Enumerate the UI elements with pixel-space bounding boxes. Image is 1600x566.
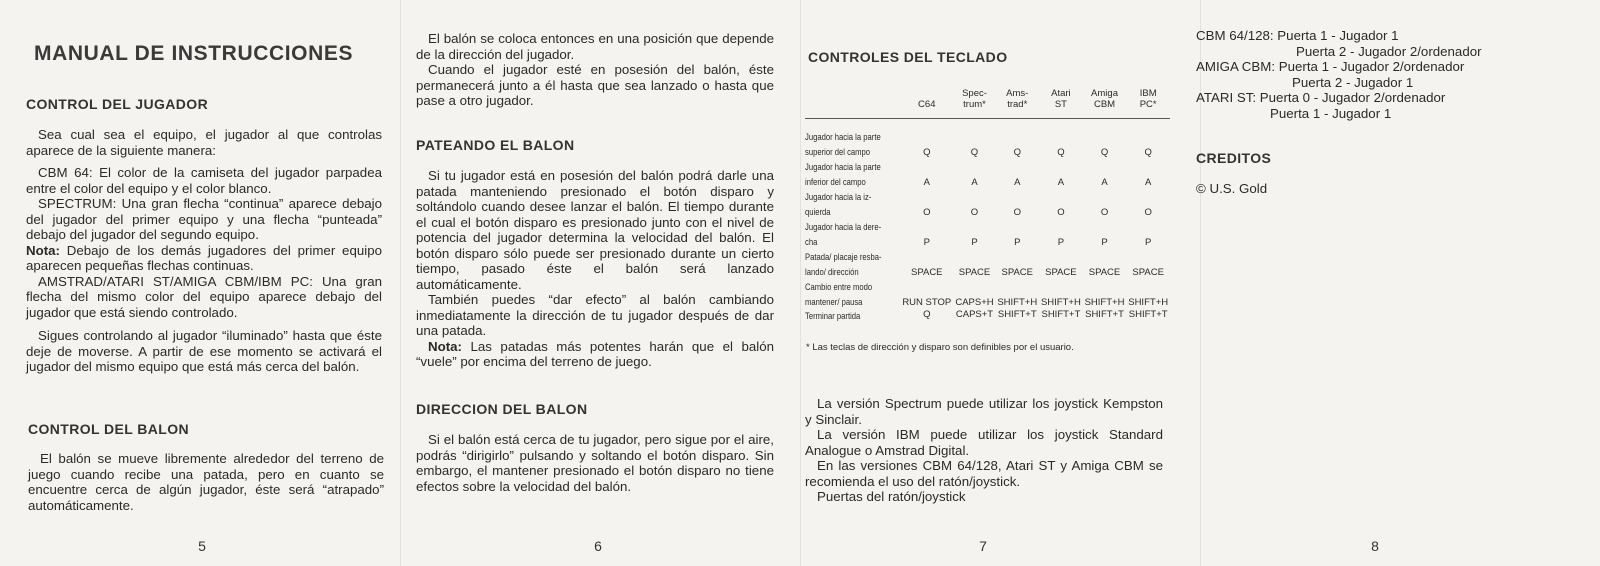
ball-control-text: El balón se mueve libremente alrededor del terreno de juego cuando recibe una patada, pero en cuanto se encuentre cerca de algún jugador, éste será “atrapado” automáticamente. <box>28 451 384 513</box>
key-cell: Q <box>923 309 931 320</box>
page-6 <box>400 0 800 566</box>
key-cell: Q <box>1144 147 1152 158</box>
table-row <box>805 309 1170 325</box>
key-cell: A <box>971 177 978 188</box>
manual-title: MANUAL DE INSTRUCCIONES <box>34 42 354 65</box>
key-cell: SHIFT+T <box>997 309 1037 320</box>
port-line: AMIGA CBM: Puerta 1 - Jugador 2/ordenador <box>1196 59 1465 74</box>
table-header-row <box>805 80 1170 119</box>
table-footnote: * Las teclas de dirección y disparo son definibles por el usuario. <box>806 342 1074 353</box>
port-line: Puerta 2 - Jugador 1 <box>1292 75 1414 90</box>
kicking-section <box>416 168 774 370</box>
follow-player-text: Sigues controlando al jugador “iluminado” hasta que éste deje de moverse. A partir de ese momento se activará el jugador del mismo equipo que está más cerca del balón. <box>26 328 382 374</box>
credits-text: © U.S. Gold <box>1196 181 1268 196</box>
key-cell: Q <box>1013 147 1021 158</box>
key-cell: P <box>971 237 978 248</box>
action-label: Jugador hacia la parte inferior del campo <box>805 162 881 187</box>
header-ibm: IBM PC* <box>1126 80 1170 119</box>
key-cell: P <box>1014 237 1021 248</box>
key-cell: O <box>970 207 979 218</box>
key-cell: A <box>923 177 930 188</box>
ball-possession-text: Cuando el jugador esté en posesión del balón, éste permanecerá junto a él hasta que sea lanzado o hasta que pase a otro jugador. <box>416 62 774 108</box>
key-cell: RUN STOP <box>902 297 952 308</box>
key-cell: SPACE <box>1132 267 1164 278</box>
header-action <box>805 80 900 119</box>
key-cell: SHIFT+H <box>1128 297 1169 308</box>
key-cell: SPACE <box>1045 267 1077 278</box>
key-cell: A <box>1144 177 1152 188</box>
key-cell: Q <box>970 147 979 158</box>
action-label: Jugador hacia la iz- quierda <box>805 192 872 217</box>
key-cell: O <box>1144 207 1152 218</box>
joystick-spectrum: La versión Spectrum puede utilizar los joystick Kempston y Sinclair. <box>805 396 1163 427</box>
page-5 <box>0 0 400 566</box>
key-cell: SPACE <box>1088 267 1121 278</box>
heading-ball-direction: DIRECCION DEL BALON <box>416 401 588 417</box>
header-spectrum: Spec- trum* <box>954 80 996 119</box>
port-line: ATARI ST: Puerta 0 - Jugador 2/ordenador <box>1196 90 1446 105</box>
table-row <box>805 249 1170 279</box>
port-line: Puerta 1 - Jugador 1 <box>1270 106 1392 121</box>
key-cell: SHIFT+H <box>1040 297 1081 308</box>
header-c64: C64 <box>900 80 954 119</box>
action-label: Patada/ placaje resba- lando/ dirección <box>805 252 882 277</box>
key-cell: SHIFT+T <box>1128 309 1168 320</box>
page-number: 7 <box>979 538 987 554</box>
action-label: Jugador hacia la dere- cha <box>805 222 882 247</box>
ball-direction-text: Si el balón está cerca de tu jugador, pero sigue por el aire, podrás “dirigirlo” pulsando y soltando el botón disparo. Sin embargo, el mantener presionado el botón disparo no tiene efectos sobre la velocidad del balón. <box>416 432 774 494</box>
page-8 <box>1196 0 1600 566</box>
key-cell: Q <box>923 147 931 158</box>
cbm-note: CBM 64: El color de la camiseta del jugador parpadea entre el color del equipo y el color blanco. <box>26 165 382 196</box>
heading-kicking: PATEANDO EL BALON <box>416 137 575 153</box>
joystick-ibm: La versión IBM puede utilizar los joystick Standard Analogue o Amstrad Digital. <box>805 427 1163 458</box>
key-cell: SHIFT+H <box>997 297 1038 308</box>
joystick-cbm-atari-amiga: En las versiones CBM 64/128, Atari ST y Amiga CBM se recomienda el uso del ratón/joystick. <box>805 458 1163 489</box>
heading-ball-control: CONTROL DEL BALON <box>28 421 190 437</box>
key-cell: SHIFT+H <box>1084 297 1125 308</box>
table-row <box>805 189 1170 219</box>
kick-nota-text: Las patadas más potentes harán que el balón “vuele” por encima del terreno de juego. <box>416 338 774 369</box>
key-cell: Q <box>1057 147 1065 158</box>
player-platform-notes <box>26 165 382 320</box>
action-label: Cambio entre modo mantener/ pausa <box>805 282 873 307</box>
key-cell: SHIFT+T <box>1041 309 1081 320</box>
key-cell: P <box>1144 237 1152 248</box>
key-cell: SPACE <box>958 267 991 278</box>
key-cell: CAPS+H <box>955 297 994 308</box>
page-number: 8 <box>1371 538 1379 554</box>
action-label: Terminar partida <box>805 311 861 321</box>
key-cell: P <box>923 237 930 248</box>
joystick-section <box>805 396 1163 505</box>
table-row <box>805 219 1170 249</box>
port-line: Puerta 2 - Jugador 2/ordenador <box>1296 44 1482 59</box>
action-label: Jugador hacia la parte superior del campo <box>805 132 881 157</box>
amstrad-note: AMSTRAD/ATARI ST/AMIGA CBM/IBM PC: Una gran flecha del mismo color del equipo aparece debajo del jugador que está siendo controlado. <box>26 273 382 320</box>
joystick-ports-label: Puertas del ratón/joystick <box>817 489 966 504</box>
key-cell: A <box>1057 177 1065 188</box>
table-row <box>805 279 1170 309</box>
ball-continuation <box>416 31 774 109</box>
player-intro: Sea cual sea el equipo, el jugador al que controlas aparece de la siguiente manera: <box>26 127 382 158</box>
nota-text: Debajo de los demás jugadores del primer equipo aparecen pequeñas flechas continuas. <box>26 242 382 273</box>
table-row <box>805 159 1170 189</box>
key-cell: SPACE <box>1001 267 1034 278</box>
key-cell: O <box>1100 207 1109 218</box>
key-cell: O <box>1057 207 1065 218</box>
kick-nota-paragraph <box>416 339 774 370</box>
key-cell: O <box>1013 207 1021 218</box>
nota-paragraph <box>26 243 382 274</box>
header-amiga: Amiga CBM <box>1083 80 1127 119</box>
key-cell: O <box>923 207 931 218</box>
port-line: CBM 64/128: Puerta 1 - Jugador 1 <box>1196 28 1399 43</box>
keyboard-controls-table <box>805 80 1170 325</box>
spectrum-note: SPECTRUM: Una gran flecha “continua” aparece debajo del jugador del primer equipo y una flecha “punteada” debajo del jugador del segundo equipo. <box>26 196 382 242</box>
key-cell: CAPS+T <box>955 309 994 320</box>
header-amstrad: Ams- trad* <box>995 80 1039 119</box>
table-row <box>805 119 1170 160</box>
key-cell: SPACE <box>911 267 943 278</box>
key-cell: Q <box>1100 147 1109 158</box>
header-atari: Atari ST <box>1039 80 1083 119</box>
key-cell: A <box>1014 177 1021 188</box>
key-cell: P <box>1057 237 1065 248</box>
heading-credits: CREDITOS <box>1196 150 1272 166</box>
kick-text: Si tu jugador está en posesión del balón podrá darle una patada manteniendo presionado el botón disparo y soltándolo cuando desee lanzar el balón. El tiempo durante el cual el botón disparo es presionado junto con el nivel de potencia del jugador determina la velocidad del balón. El botón disparo sólo puede ser presionado durante un cierto tiempo, pasado éste el balón será lanzado automáticamente. <box>416 168 774 292</box>
page-number: 6 <box>594 538 602 554</box>
ball-position-text: El balón se coloca entonces en una posición que depende de la dirección del jugador. <box>416 31 774 62</box>
heading-player-control: CONTROL DEL JUGADOR <box>26 96 209 112</box>
page-number: 5 <box>198 538 206 554</box>
nota-label: Nota: <box>26 242 60 258</box>
heading-keyboard-controls: CONTROLES DEL TECLADO <box>808 49 1008 65</box>
kick-nota-label: Nota: <box>428 338 462 354</box>
key-cell: P <box>1101 237 1108 248</box>
spin-text: También puedes “dar efecto” al balón cambiando inmediatamente la dirección de tu jugador después de dar una patada. <box>416 292 774 338</box>
key-cell: A <box>1101 177 1108 188</box>
key-cell: SHIFT+T <box>1085 309 1124 320</box>
